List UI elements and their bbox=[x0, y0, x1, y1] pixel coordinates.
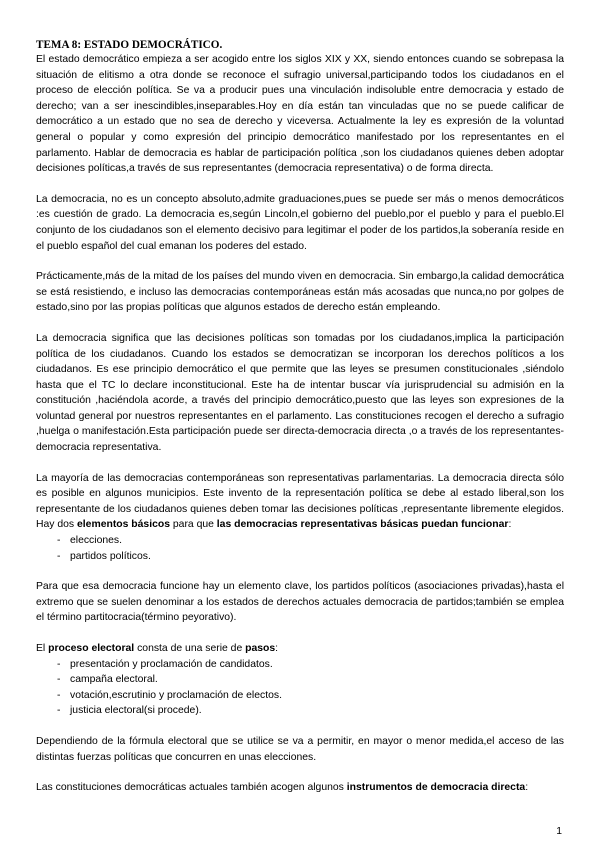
document-title: TEMA 8: ESTADO DEMOCRÁTICO. bbox=[36, 39, 223, 51]
list-item: - partidos políticos. bbox=[36, 549, 564, 565]
text-segment: : bbox=[508, 519, 512, 531]
text-segment: para que bbox=[170, 519, 217, 531]
paragraph-political-decisions: La democracia significa que las decisiones políticas son tomadas por los ciudadanos,implica la participación política de los ciudadanos. Cuando los estados se democratizan se incorporan los derechos políticos a los ciudadanos. Es ese principio democrático el que permite que las leyes se presumen constitucionales ,siéndolo hasta que el TC lo declare inconstitucional. Este ha de intentar buscar vía jurisprudencial su admisión en la constitución ,haciéndola acorde, a través del principio democrático,puesto que las leyes son expresiones de la voluntad general por nuestros representantes en el parlamento. Las constituciones recogen el derecho a sufragio ,huelga o manifestación.Esta participación puede ser directa-democracia directa ,o a través de los representantes-democracia representativa. bbox=[36, 332, 564, 454]
paragraph-democracy-concept: La democracia, no es un concepto absoluto,admite graduaciones,pues se puede ser más o menos democráticos :es cuestión de grado. La democracia es,según Lincoln,el gobierno del pueblo,por el pueblo y para el pueblo.El conjunto de los ciudadanos son el elemento decisivo para legitimar el poder de los partidos,la soberanía reside en el pueblo español del cual emanan los poderes del estado. bbox=[36, 193, 564, 252]
list-item: - campaña electoral. bbox=[36, 672, 564, 688]
bold-text-democracia-directa: instrumentos de democracia directa bbox=[346, 782, 526, 794]
paragraph-political-parties: Para que esa democracia funcione hay un elemento clave, los partidos políticos (asociaciones privadas),hasta el extremo que se suelen denominar a los estados de derechos actuales democracia de partidos;también se emplea el término partitocracia(término peyorativo). bbox=[36, 581, 564, 624]
text-segment: : bbox=[275, 643, 279, 654]
text-segment: Las constituciones democráticas actuales también acogen algunos bbox=[36, 782, 347, 794]
list-item: - presentación y proclamación de candidatos. bbox=[36, 657, 564, 673]
bold-text-elementos-basicos: elementos básicos bbox=[77, 519, 170, 531]
list-item: - votación,escrutinio y proclamación de electos. bbox=[36, 688, 564, 704]
paragraph-democracy-worldwide: Prácticamente,más de la mitad de los países del mundo viven en democracia. Sin embargo,la calidad democrática se está resistiendo, e incluso las democracias contemporáneas están más acosadas que nunca,no por golpes de estado,sino por las propias políticas que algunos estados de derecho están empleando. bbox=[36, 271, 564, 314]
list-item: - elecciones. bbox=[36, 533, 564, 549]
list-item: - justicia electoral(si procede). bbox=[36, 703, 564, 719]
text-segment: consta de una serie de bbox=[134, 643, 246, 654]
bold-text-proceso-electoral: proceso electoral bbox=[48, 643, 135, 654]
text-segment: El bbox=[36, 643, 49, 654]
paragraph-electoral-process bbox=[36, 641, 564, 657]
bold-text-democracias-representativas: las democracias representativas básicas puedan funcionar bbox=[216, 519, 509, 531]
paragraph-intro: El estado democrático empieza a ser acogido entre los siglos XIX y XX, siendo entonces cuando se sobrepasa la situación de elitismo a otra donde se reconoce el sufragio universal,participando todos los ciudadanos en el proceso de elección política. Se va a producir pues una vinculación indisoluble entre democracia y estado de derecho; van a ser inescindibles,inseparables.Hoy en día están tan vinculadas que no se puede calificar de democrático a un estado que no sea de derecho y viceversa. Actualmente la ley es expresión de la voluntad general o popular y como expresión del principio democrático manifestado por los representantes en el parlamento. Hablar de democracia es hablar de participación política ,son los ciudadanos quienes deben adoptar decisiones políticas,a través de sus representantes (democracia representativa) o de forma directa. bbox=[36, 54, 564, 175]
text-segment: : bbox=[525, 782, 529, 794]
list-electoral-steps bbox=[36, 657, 564, 719]
list-basic-elements bbox=[36, 533, 564, 564]
paragraph-electoral-formula: Dependiendo de la fórmula electoral que se utilice se va a permitir, en mayor o menor medida,el acceso de las distintas fuerzas políticas que concurren en unas elecciones. bbox=[36, 735, 564, 763]
paragraph-representative-democracy bbox=[36, 471, 564, 533]
text-segment: La mayoría de las democracias contemporáneas son representativas parlamentarias. La democracia directa sólo es posible en algunos municipios. Este invento de la representación política se debe al estado liberal,son los representante de los ciudadanos quienes deben tomar las decisiones políticas ,representante libremente elegidos. Hay dos bbox=[36, 472, 564, 531]
bold-text-pasos: pasos bbox=[245, 643, 276, 654]
document-body bbox=[36, 38, 564, 796]
paragraph-direct-democracy bbox=[36, 780, 564, 796]
page-number: 1 bbox=[556, 826, 562, 837]
